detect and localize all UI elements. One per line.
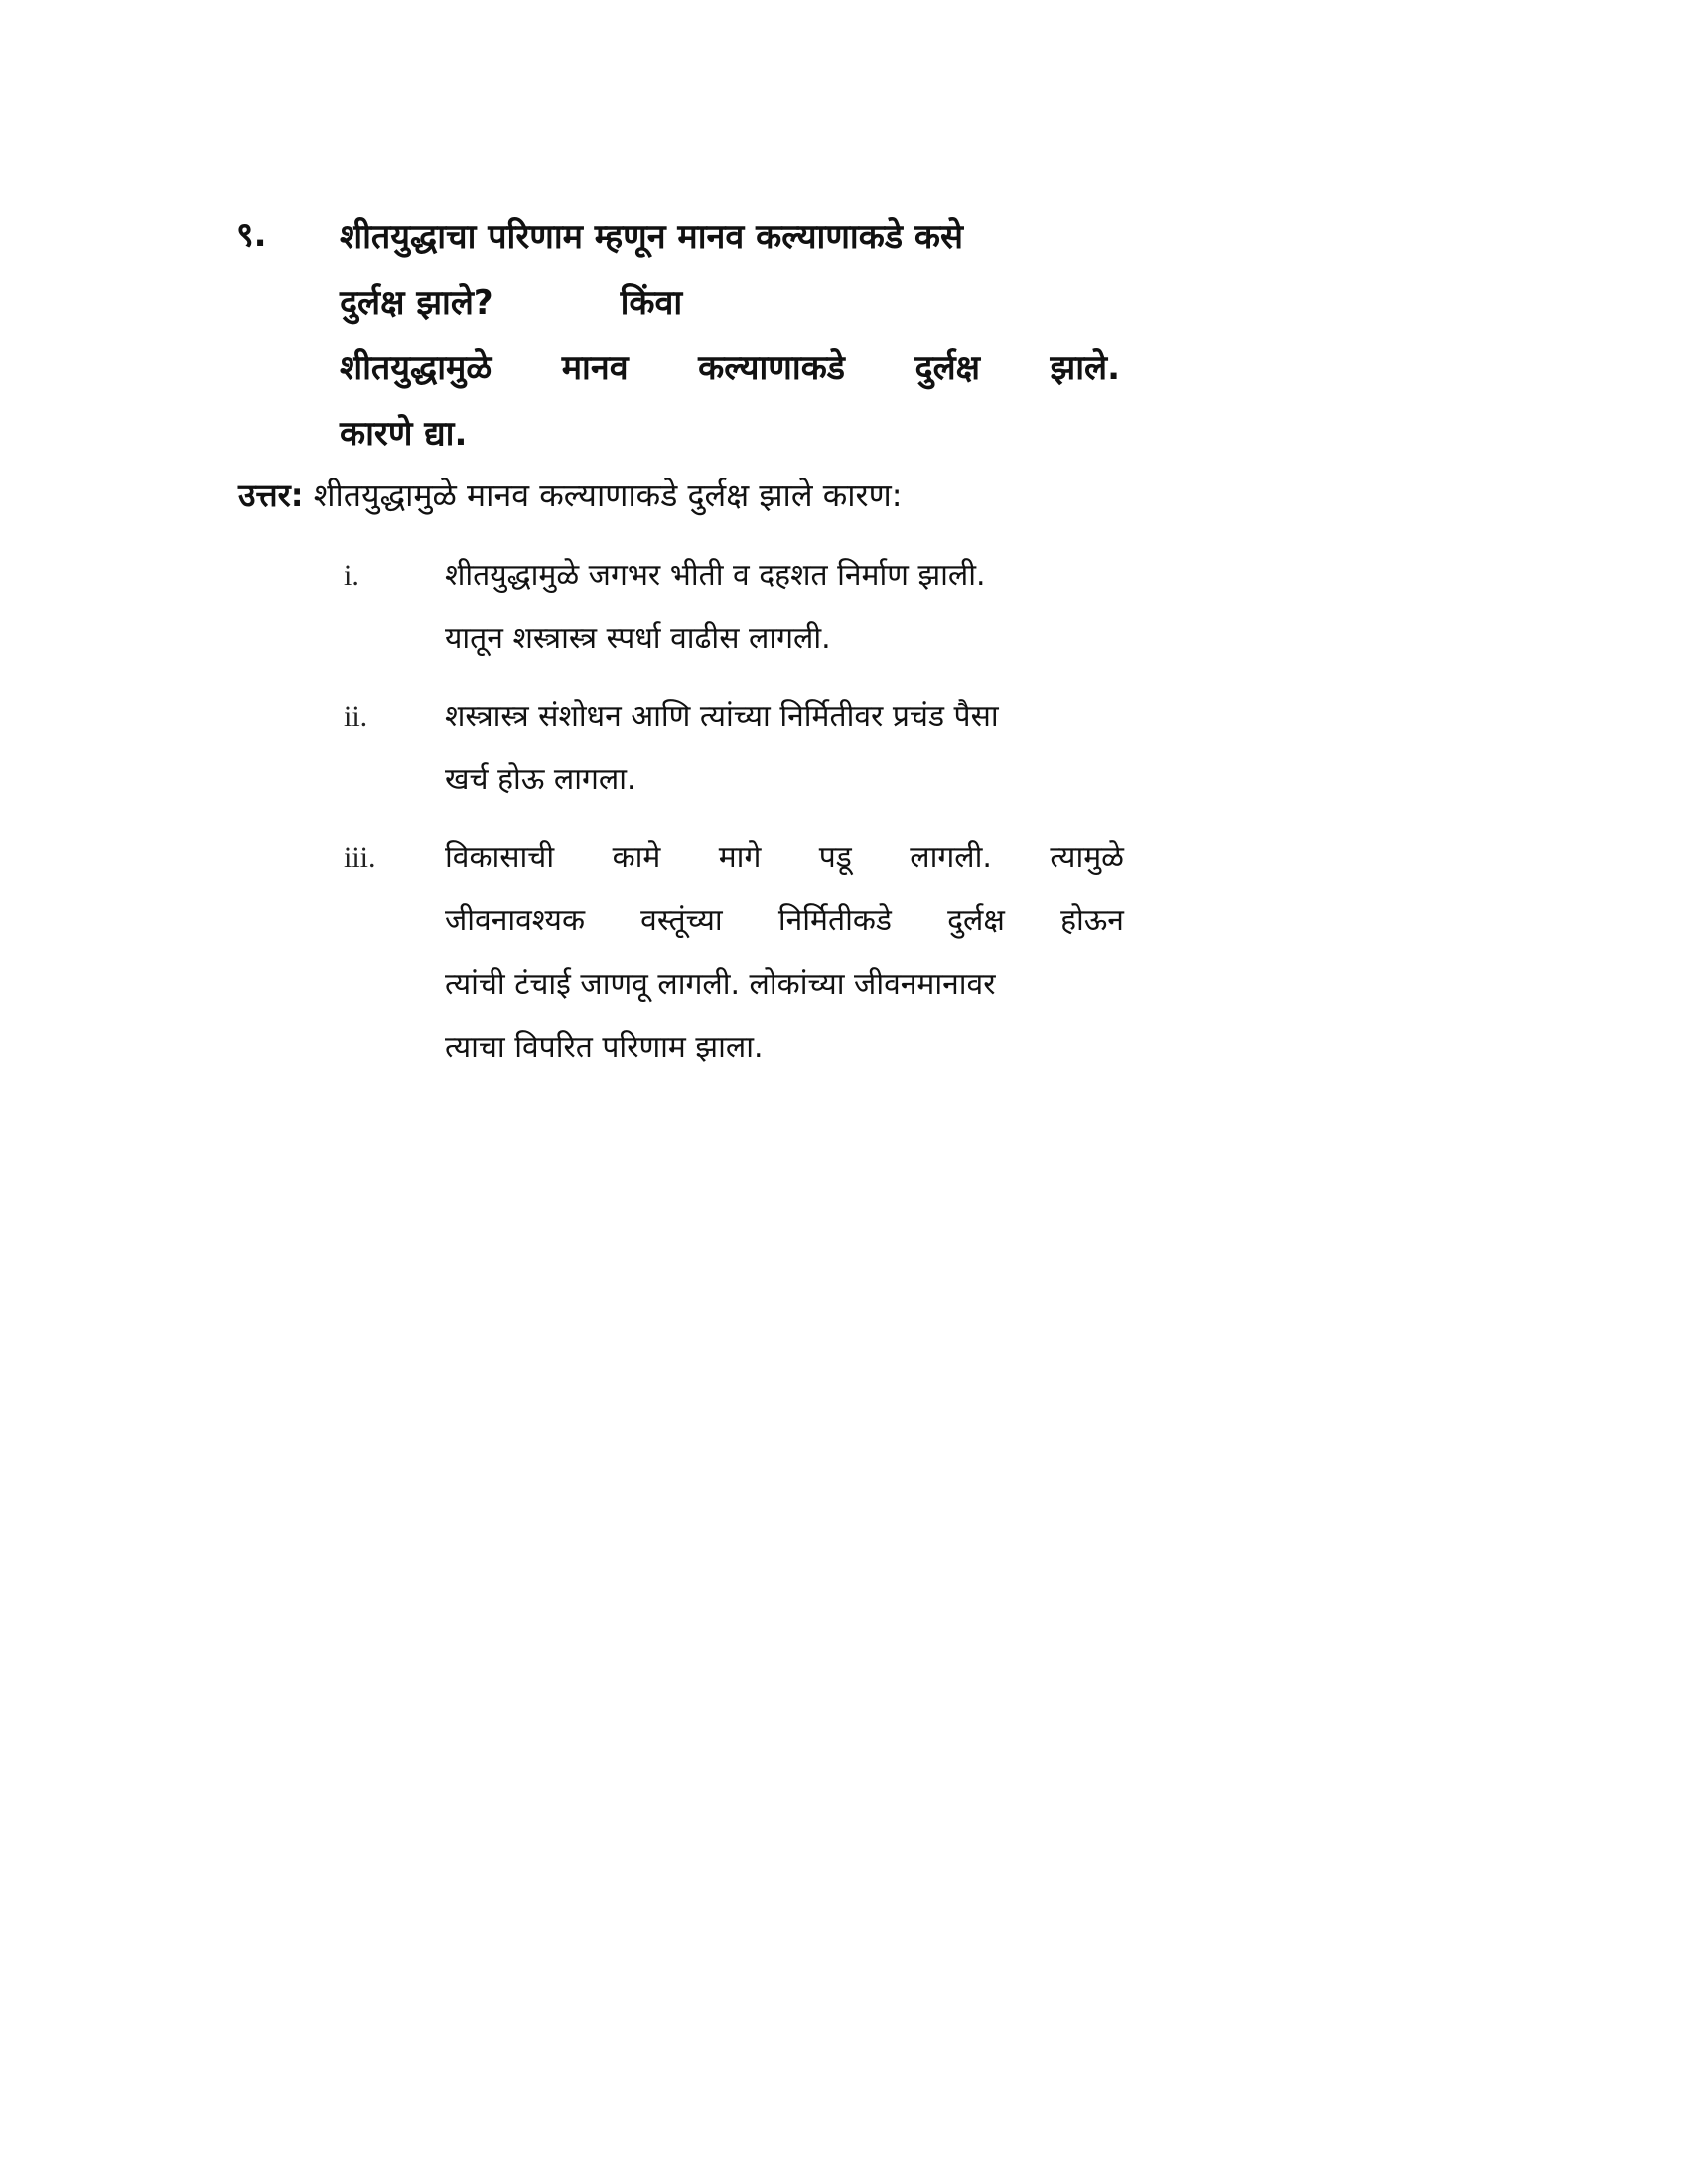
- question-number: ९.: [236, 215, 267, 255]
- answer-intro-text: शीतयुद्धामुळे मानव कल्याणाकडे दुर्लक्ष झाले कारण:: [313, 477, 903, 514]
- answer-item: [344, 826, 1124, 1080]
- item-text: [445, 826, 1124, 1080]
- item-word: त्यामुळे: [1050, 840, 1124, 875]
- item-line-justified: [445, 826, 1124, 889]
- item-word: मागे: [718, 840, 762, 875]
- question-word: मानव: [561, 348, 629, 388]
- answer-item: [344, 544, 1124, 671]
- item-word: वस्तूंच्या: [640, 903, 723, 938]
- item-line: खर्च होऊ लागला.: [445, 762, 636, 797]
- item-line: यातून शस्त्रास्त्र स्पर्धा वाढीस लागली.: [445, 621, 831, 656]
- question-line: कारणे द्या.: [340, 414, 468, 454]
- answer-list: [344, 544, 1124, 1094]
- item-word: कामे: [612, 840, 661, 875]
- or-label: किंवा: [620, 283, 683, 323]
- question-word: झाले.: [1050, 348, 1120, 388]
- item-line: त्याचा विपरित परिणाम झाला.: [445, 1030, 764, 1065]
- answer-intro: [238, 473, 903, 518]
- question-line: शीतयुद्धाचा परिणाम म्हणून मानव कल्याणाकडे कसे: [340, 217, 963, 257]
- question-word: दुर्लक्ष: [914, 348, 980, 388]
- item-marker: i.: [344, 559, 359, 592]
- answer-item: [344, 685, 1124, 812]
- item-word: पडू: [818, 840, 852, 875]
- question-word: शीतयुद्धामुळे: [340, 348, 492, 388]
- item-line: शस्त्रास्त्र संशोधन आणि त्यांच्या निर्मितीवर प्रचंड पैसा: [445, 699, 999, 734]
- item-marker: iii.: [344, 841, 376, 874]
- item-word: होऊन: [1060, 903, 1124, 938]
- item-word: जीवनावश्यक: [445, 903, 585, 938]
- question-text: [340, 205, 1120, 467]
- item-word: निर्मितीकडे: [777, 903, 892, 938]
- item-line: शीतयुद्धामुळे जगभर भीती व दहशत निर्माण झाली.: [445, 558, 986, 593]
- item-text: [445, 544, 1124, 671]
- question-line: [340, 270, 1120, 336]
- item-word: लागली.: [910, 840, 992, 875]
- item-text: [445, 685, 1124, 812]
- question-line-justified: [340, 336, 1120, 401]
- item-word: विकासाची: [445, 840, 555, 875]
- item-word: दुर्लक्ष: [947, 903, 1005, 938]
- answer-label: उत्तर:: [238, 477, 304, 514]
- item-line-justified: [445, 889, 1124, 953]
- question-line-text: दुर्लक्ष झाले?: [340, 283, 493, 323]
- item-line: त्यांची टंचाई जाणवू लागली. लोकांच्या जीवनमानावर: [445, 967, 996, 1002]
- item-marker: ii.: [344, 700, 368, 733]
- question-word: कल्याणाकडे: [698, 348, 845, 388]
